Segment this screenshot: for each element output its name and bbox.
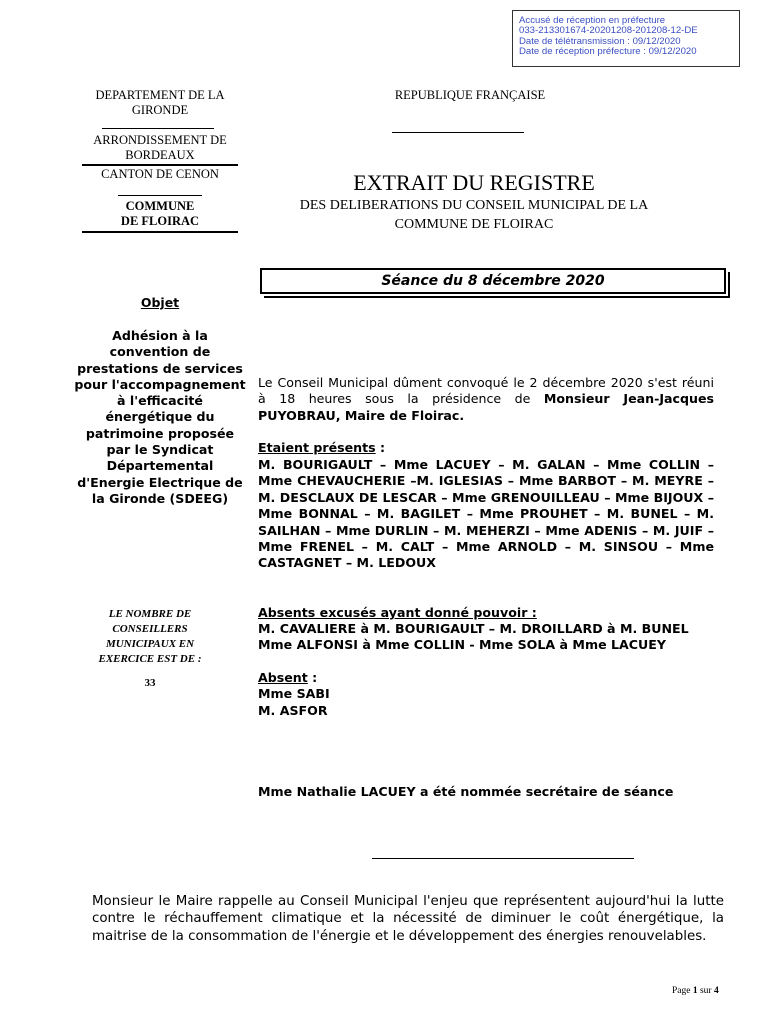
intro-paragraph	[258, 375, 714, 424]
conseillers-label: LE NOMBRE DE CONSEILLERS MUNICIPAUX EN EXERCICE EST DE :	[98, 608, 202, 665]
rappel-paragraph: Monsieur le Maire rappelle au Conseil Municipal l'enjeu que représentent aujourd'hui la lutte contre le réchauffement climatique et la nécessité de diminuer le coût énergétique, la maitrise de la consommation de l'énergie et le développement des énergies renouvelables.	[92, 894, 724, 944]
presents-label: Etaient présents	[258, 440, 376, 455]
excuses-heading	[258, 605, 714, 621]
arrondissement-label: ARRONDISSEMENT DE BORDEAUX	[93, 133, 227, 162]
absent-colon: :	[307, 670, 318, 685]
excuses-line: Mme ALFONSI à Mme COLLIN - Mme SOLA à Mme LACUEY	[258, 637, 666, 652]
presents-colon: :	[375, 440, 386, 455]
divider	[372, 858, 634, 859]
page-total: 4	[713, 986, 719, 996]
objet-title: Objet	[140, 295, 180, 310]
divider	[82, 231, 238, 233]
page-prefix: Page	[672, 986, 693, 996]
stamp-line: Accusé de réception en préfecture	[519, 15, 666, 26]
page-current: 1	[692, 986, 698, 996]
absent-label: Absent	[258, 670, 308, 685]
excuses-line: M. CAVALIERE à M. BOURIGAULT – M. DROILLARD à M. BUNEL	[258, 621, 689, 636]
canton-label: CANTON DE CENON	[101, 167, 219, 181]
stamp-line: Date de réception préfecture : 09/12/2020	[519, 46, 697, 58]
objet-text: Adhésion à la convention de prestations de services pour l'accompagnement à l'efficacité énergétique du patrimoine proposée par le Syndicat Départemental d'Energie Electrique de la Gironde (SDEEG)	[74, 328, 246, 506]
conseillers-count: 33	[144, 677, 156, 689]
document-subtitle: COMMUNE DE FLOIRAC	[394, 217, 554, 232]
divider	[82, 164, 238, 166]
absent-line: M. ASFOR	[258, 703, 328, 718]
secretaire-line: Mme Nathalie LACUEY a été nommée secrétaire de séance	[258, 784, 674, 799]
document-subtitle: DES DELIBERATIONS DU CONSEIL MUNICIPAL DE LA	[299, 198, 649, 213]
divider	[118, 195, 202, 196]
president-name: Monsieur Jean-Jacques PUYOBRAU, Maire de Floirac.	[258, 391, 714, 423]
stamp-line: 033-213301674-20201208-201208-12-DE	[519, 25, 698, 37]
divider	[102, 128, 214, 129]
excuses-label: Absents excusés ayant donné pouvoir :	[258, 605, 537, 620]
divider	[392, 132, 524, 133]
seance-date-box: Séance du 8 décembre 2020	[260, 268, 726, 294]
page-mid: sur	[697, 986, 714, 996]
commune-name: DE FLOIRAC	[120, 214, 200, 228]
commune-label: COMMUNE	[125, 199, 195, 213]
prefecture-receipt-stamp	[512, 10, 740, 67]
presents-heading	[258, 440, 714, 456]
absent-line: Mme SABI	[258, 686, 330, 701]
intro-text: Le Conseil Municipal dûment convoqué le 2 décembre 2020 s'est réuni à 18 heures sous la présidence de	[258, 375, 714, 407]
document-title: EXTRAIT DU REGISTRE	[353, 170, 595, 195]
page-number	[672, 986, 719, 996]
departement-label: DEPARTEMENT DE LA GIRONDE	[95, 88, 225, 117]
stamp-line: Date de télétransmission : 09/12/2020	[519, 35, 681, 47]
absent-heading	[258, 670, 714, 686]
presents-list: M. BOURIGAULT – Mme LACUEY – M. GALAN – Mme COLLIN – Mme CHEVAUCHERIE –M. IGLESIAS – Mme BARBOT – M. MEYRE – M. DESCLAUX DE LESCAR – Mme GRENOUILLEAU – Mme BIJOUX – Mme BONNAL – M. BAGILET – Mme PROUHET – M. BUNEL – M. SAILHAN – Mme DURLIN – M. MEHERZI – Mme ADENIS – M. JUIF – Mme FRENEL – M. CALT – Mme ARNOLD – M. SINSOU – Mme CASTAGNET – M. LEDOUX	[258, 457, 714, 571]
republique-heading: REPUBLIQUE FRANÇAISE	[394, 88, 546, 102]
